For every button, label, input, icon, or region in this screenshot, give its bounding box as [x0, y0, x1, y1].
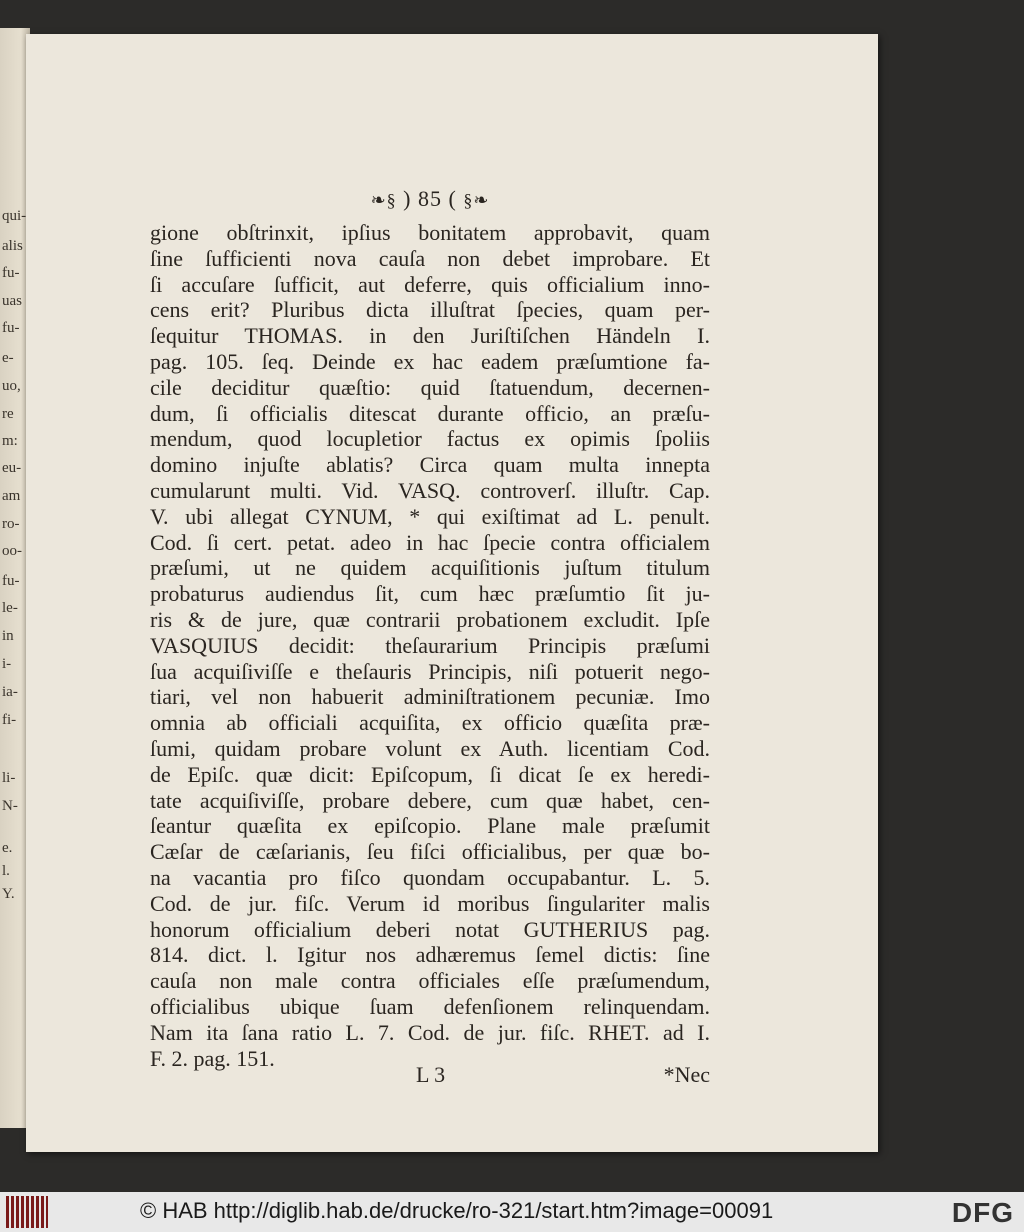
- catchword: *Nec: [663, 1062, 710, 1087]
- previous-page-fragment: alis: [2, 238, 23, 254]
- signature-mark: L 3: [416, 1062, 446, 1087]
- text-line: Cæſar de cæſarianis, ſeu fiſci officialibus, per quæ bo-: [150, 839, 710, 865]
- text-line: pag. 105. ſeq. Deinde ex hac eadem præſumtione fa-: [150, 348, 710, 374]
- text-line: Nam ita ſana ratio L. 7. Cod. de jur. fiſc. RHET. ad I.: [150, 1019, 710, 1045]
- ornament-right-icon: §❧: [463, 190, 490, 210]
- previous-page-fragment: eu-: [2, 460, 22, 476]
- text-line: cile deciditur quæſtio: quid ſtatuendum, decernen-: [150, 374, 710, 400]
- text-line: tate acquiſiviſſe, probare debere, cum quæ habet, cen-: [150, 787, 710, 813]
- previous-page-fragment: li-: [2, 770, 16, 786]
- barcode-icon: [6, 1196, 48, 1228]
- previous-page-fragment: i-: [2, 656, 12, 672]
- ornament-left-icon: ❧§: [370, 190, 397, 210]
- text-line: ſi accuſare ſufficit, aut deferre, quis officialium inno-: [150, 271, 710, 297]
- text-line: ris & de jure, quæ contrarii probationem excludit. Ipſe: [150, 606, 710, 632]
- text-block: [150, 182, 710, 1071]
- previous-page-fragment: oo-: [2, 543, 22, 559]
- previous-page-fragment: Y.: [2, 886, 15, 902]
- text-line: gione obſtrinxit, ipſius bonitatem approbavit, quam: [150, 220, 710, 245]
- text-line: ſequitur THOMAS. in den Juriſtiſchen Händeln I.: [150, 323, 710, 349]
- source-credit: © HAB http://diglib.hab.de/drucke/ro-321/start.htm?image=00091: [140, 1198, 774, 1223]
- text-line: 814. dict. l. Igitur nos adhæremus ſemel dictis: ſine: [150, 942, 710, 968]
- previous-page-fragment: fi-: [2, 712, 17, 728]
- text-line: na vacantia pro fiſco quondam occupabantur. L. 5.: [150, 864, 710, 890]
- text-line: probaturus audiendus ſit, cum hæc præſumtio ſit ju-: [150, 581, 710, 607]
- previous-page-fragment: fu-: [2, 573, 20, 589]
- previous-page-fragment: ia-: [2, 684, 18, 700]
- text-line: tiari, vel non habuerit adminiſtrationem pecuniæ. Imo: [150, 684, 710, 710]
- text-line: dum, ſi officialis ditescat durante officio, an præſu-: [150, 400, 710, 426]
- text-line: honorum officialium deberi notat GUTHERIUS pag.: [150, 916, 710, 942]
- text-line: F. 2. pag. 151.: [150, 1045, 275, 1071]
- previous-page-fragment: le-: [2, 600, 18, 616]
- text-line: Cod. de jur. fiſc. Verum id moribus ſingulariter malis: [150, 890, 710, 916]
- text-line: omnia ab officiali acquiſita, ex officio quæſita præ-: [150, 710, 710, 736]
- page-number: ) 85 (: [403, 186, 457, 211]
- viewer-footer-bar: [0, 1192, 1024, 1232]
- book-page: [26, 34, 878, 1152]
- text-line: ſumi, quidam probare volunt ex Auth. licentiam Cod.: [150, 735, 710, 761]
- previous-page-fragment: e-: [2, 350, 14, 366]
- previous-page-fragment: m:: [2, 433, 18, 449]
- previous-page-fragment: am: [2, 488, 21, 504]
- previous-page-fragment: in: [2, 628, 14, 644]
- text-line: de Epiſc. quæ dicit: Epiſcopum, ſi dicat ſe ex heredi-: [150, 761, 710, 787]
- previous-page-fragment: e.: [2, 840, 13, 856]
- previous-page-fragment: N-: [2, 798, 18, 814]
- text-line: cens erit? Pluribus dicta illuſtrat ſpecies, quam per-: [150, 297, 710, 323]
- previous-page-fragment: uo,: [2, 378, 21, 394]
- previous-page-fragment: fu-: [2, 320, 20, 336]
- text-line: V. ubi allegat CYNUM, * qui exiſtimat ad L. penult.: [150, 503, 710, 529]
- text-line: officialibus ubique ſuam defenſionem relinquendam.: [150, 993, 710, 1019]
- dfg-logo: DFG: [951, 1197, 1014, 1228]
- text-line: præſumi, ut ne quidem acquiſitionis juſtum titulum: [150, 555, 710, 581]
- text-line: cumularunt multi. Vid. VASQ. controverſ. illuſtr. Cap.: [150, 477, 710, 503]
- text-line: ſeantur quæſita ex epiſcopio. Plane male præſumit: [150, 813, 710, 839]
- page-footer: [150, 1062, 710, 1092]
- text-line: cauſa non male contra officiales eſſe præſumendum,: [150, 968, 710, 994]
- text-line: ſua acquiſiviſſe e theſauris Principis, niſi potuerit nego-: [150, 658, 710, 684]
- page-header: [150, 182, 710, 216]
- text-line: VASQUIUS decidit: theſaurarium Principis præſumi: [150, 632, 710, 658]
- previous-page-fragment: fu-: [2, 265, 20, 281]
- text-line: mendum, quod locupletior factus ex opimis ſpoliis: [150, 426, 710, 452]
- text-line: ſine ſufficienti nova cauſa non debet improbare. Et: [150, 245, 710, 271]
- text-line: domino injuſte ablatis? Circa quam multa innepta: [150, 452, 710, 478]
- previous-page-fragment: uas: [2, 293, 22, 309]
- body-text: [150, 220, 710, 1071]
- text-line: Cod. ſi cert. petat. adeo in hac ſpecie contra officialem: [150, 529, 710, 555]
- previous-page-fragment: re: [2, 406, 14, 422]
- previous-page-fragment: qui-: [2, 208, 27, 224]
- previous-page-fragment: ro-: [2, 516, 20, 532]
- previous-page-fragment: l.: [2, 863, 10, 879]
